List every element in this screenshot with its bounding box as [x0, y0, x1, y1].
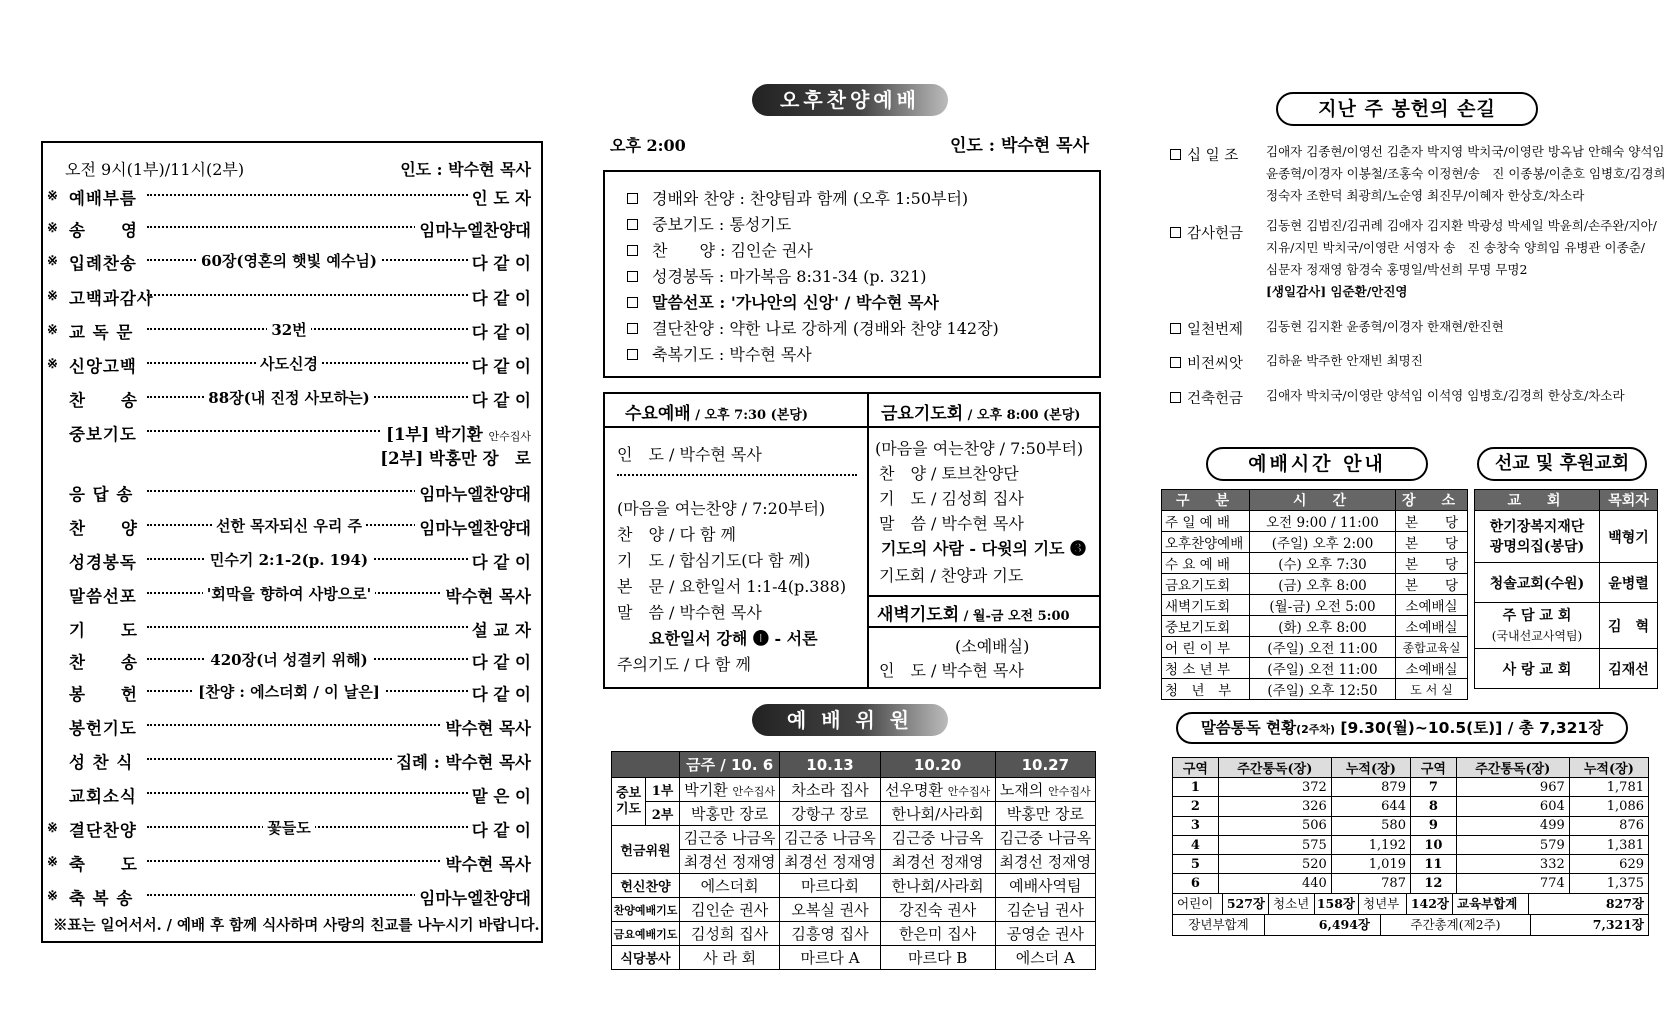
order-item-detail: 60장(영혼의 햇빛 예수님): [197, 252, 381, 270]
reading-cell: 774: [1456, 874, 1569, 893]
wednesday-line: 본 문 / 요한일서 1:1-4(p.388): [617, 577, 847, 596]
afternoon-leader: 인도 : 박수현 목사: [950, 136, 1089, 156]
reading-header: 주간통독(장): [1456, 758, 1569, 778]
mission-title: 선교 및 후원교회: [1477, 447, 1647, 481]
duty-label: 1부: [646, 778, 680, 802]
dept-label: 청년부: [1359, 894, 1407, 914]
offering-label: 일천번제: [1170, 318, 1243, 339]
schedule-cell: (주일) 오후 2:00: [1250, 532, 1396, 553]
schedule-row: [1162, 511, 1468, 532]
order-item-leader: 다 같 이: [468, 353, 531, 377]
mission-pastor: 김재선: [1600, 649, 1658, 689]
schedule-cell: 도 서 실: [1396, 679, 1468, 700]
schedule-cell: 소예배실: [1396, 616, 1468, 637]
worship-order-row: [47, 681, 531, 705]
stand-mark: ※: [47, 254, 58, 269]
afternoon-service-box: [603, 170, 1101, 378]
mission-church: 주 담 교 회 (국내선교사역팀): [1475, 603, 1600, 649]
schedule-row: [1162, 553, 1468, 574]
reading-cell: 326: [1218, 797, 1331, 816]
duty-header: 10.13: [780, 752, 880, 778]
order-item-leader: 다 같 이: [468, 817, 531, 841]
dept-value: 142장: [1407, 894, 1453, 914]
order-item-leader: 다 같 이: [468, 319, 531, 343]
reading-row: [1173, 797, 1649, 816]
reading-table: [1172, 757, 1649, 894]
reading-cell: 967: [1456, 778, 1569, 797]
schedule-cell: (월-금) 오전 5:00: [1250, 595, 1396, 616]
reading-cell: 579: [1456, 835, 1569, 854]
dept-label: 어린이: [1173, 894, 1223, 914]
order-item-name: 봉 헌: [69, 685, 138, 704]
offering-label: 십 일 조: [1170, 144, 1238, 165]
friday-line: 말 씀 / 박수현 목사: [879, 514, 1024, 533]
duty-cell: 최경선 정재영: [995, 850, 1095, 874]
morning-worship-box: [41, 141, 543, 943]
order-item-name: 찬 양: [69, 519, 138, 538]
worship-order-row: [47, 649, 531, 673]
duty-label: 식당봉사: [612, 946, 680, 970]
order-item-detail: 32번: [267, 321, 310, 339]
schedule-cell: 청 소 년 부: [1162, 658, 1250, 679]
mission-pastor: 백형기: [1600, 511, 1658, 563]
duty-cell: 최경선 정재영: [880, 850, 995, 874]
offering-label: 감사헌금: [1170, 222, 1243, 243]
schedule-header: 구 분: [1162, 490, 1250, 511]
reading-cell: 1,192: [1331, 835, 1410, 854]
schedule-cell: 금요기도회: [1162, 574, 1250, 595]
reading-cell: 575: [1218, 835, 1331, 854]
friday-line: 찬 양 / 토브찬양단: [879, 464, 1019, 483]
order-item-name: 교회소식: [69, 787, 137, 806]
mission-pastor: 윤병렬: [1600, 563, 1658, 603]
order-item-name: 축 복 송: [69, 889, 134, 908]
duty-header: 10.27: [995, 752, 1095, 778]
schedule-cell: (주일) 오전 11:00: [1250, 658, 1396, 679]
afternoon-item: 경배와 찬양 : 찬양팀과 함께 (오후 1:50부터): [627, 186, 968, 209]
schedule-cell: 오전 9:00 / 11:00: [1250, 511, 1396, 532]
order-item-name: 신앙고백: [69, 357, 137, 376]
order-item-name: 축 도: [69, 855, 138, 874]
stand-mark: ※: [47, 821, 58, 836]
offering-names: 김애자 김종현/이영선 김춘자 박지영 박치국/이영란 방옥남 안해숙 양석임 윤종혁/이경자 이봉철/조홍숙 이정현/송 진 이종봉/이춘호 임병호/김경희 정숙자 조한덕 최광희/노순영 최진무/이혜자 한상호/차소라: [1266, 144, 1666, 203]
worship-order-row: [47, 715, 531, 739]
reading-cell: 6: [1173, 874, 1219, 893]
worship-order-row: [47, 250, 531, 274]
worship-order-row: [47, 851, 531, 875]
reading-row: [1173, 874, 1649, 893]
worship-order-row: [47, 549, 531, 573]
dept-value: 827장: [1605, 896, 1644, 911]
schedule-cell: (금) 오후 8:00: [1250, 574, 1396, 595]
duty-cell: 사 라 회: [680, 946, 780, 970]
friday-title: 금요기도회 / 오후 8:00 (본당): [881, 404, 1081, 424]
wednesday-line: 인 도 / 박수현 목사: [617, 445, 762, 464]
order-item-leader: 박수현 목사: [442, 715, 531, 739]
reading-header: 누적(장): [1569, 758, 1648, 778]
schedule-title: 예배시간 안내: [1206, 447, 1428, 481]
reading-cell: 11: [1410, 855, 1456, 874]
duty-cell: 최경선 정재영: [680, 850, 780, 874]
mission-table: [1474, 489, 1658, 689]
offering-names: 김동현 김범진/김귀례 김애자 김지환 박광성 박세일 박윤희/손주완/지아/ 지유/지민 박치국/이영란 서영자 송 진 송창숙 양희임 유병관 이종춘/ 심문자 정재영 함경숙 홍명일/박선희 무명 무명2 [생일감사] 임준환/안진영: [1266, 218, 1657, 299]
reading-title: 말씀통독 현황(2주차) [9.30(월)~10.5(토)] / 총 7,321장: [1176, 712, 1628, 744]
stand-mark: ※: [47, 357, 58, 372]
reading-row: [1173, 835, 1649, 854]
order-item-leader: 집례 : 박수현 목사: [392, 749, 531, 773]
schedule-cell: 종합교육실: [1396, 637, 1468, 658]
order-item-detail: 사도신경: [256, 355, 322, 373]
order-item-name: 성 찬 식: [69, 753, 134, 772]
duty-label: 헌금위원: [612, 826, 680, 874]
reading-cell: 506: [1218, 816, 1331, 835]
wednesday-line: (마음을 여는찬양 / 7:20부터): [617, 499, 826, 518]
order-item-detail: 420장(너 성결키 위해): [206, 651, 371, 669]
reading-cell: 1,781: [1569, 778, 1648, 797]
duty-cell: 강항구 장로: [780, 802, 880, 826]
order-item-detail: 민수기 2:1-2(p. 194): [206, 551, 372, 569]
dawn-line: 인 도 / 박수현 목사: [879, 661, 1024, 680]
duty-label: 찬양예배기도: [612, 898, 680, 922]
mission-header: 교 회: [1475, 490, 1600, 511]
reading-cell: 1,375: [1569, 874, 1648, 893]
schedule-cell: 본 당: [1396, 553, 1468, 574]
schedule-cell: 오후찬양예배: [1162, 532, 1250, 553]
order-item-name: 봉헌기도: [69, 719, 137, 738]
schedule-cell: 어 린 이 부: [1162, 637, 1250, 658]
duty-label: 금요예배기도: [612, 922, 680, 946]
order-item-leader: 설 교 자: [468, 617, 531, 641]
duty-cell: 한나회/사라회: [880, 874, 995, 898]
reading-cell: 5: [1173, 855, 1219, 874]
schedule-cell: (주일) 오전 11:00: [1250, 637, 1396, 658]
duty-label: 2부: [646, 802, 680, 826]
reading-header: 누적(장): [1331, 758, 1410, 778]
schedule-row: [1162, 637, 1468, 658]
wednesday-title: 수요예배 / 오후 7:30 (본당): [625, 404, 809, 424]
order-item-name: 교 독 문: [69, 323, 134, 342]
stand-mark: ※: [47, 889, 58, 904]
schedule-cell: 청 년 부: [1162, 679, 1250, 700]
reading-cell: 499: [1456, 816, 1569, 835]
order-item-leader: 임마누엘찬양대: [415, 481, 531, 505]
duty-cell: 강진숙 권사: [880, 898, 995, 922]
mission-church: 사 랑 교 회: [1475, 649, 1600, 689]
order-item-detail: [찬양 : 에스더회 / 이 날은]: [194, 683, 384, 701]
worship-order-row: [47, 885, 531, 909]
order-item-leader: 인 도 자: [468, 185, 531, 209]
order-item-name: 고백과감사: [69, 289, 154, 308]
reading-cell: 8: [1410, 797, 1456, 816]
reading-cell: 3: [1173, 816, 1219, 835]
duty-header: [612, 752, 680, 778]
reading-cell: 1,086: [1569, 797, 1648, 816]
duty-cell: 한나회/사라회: [880, 802, 995, 826]
morning-leader: 인도 : 박수현 목사: [400, 160, 531, 179]
order-item-leader: 임마누엘찬양대: [415, 885, 531, 909]
schedule-cell: (수) 오후 7:30: [1250, 553, 1396, 574]
afternoon-banner: 오후찬양예배: [752, 84, 948, 116]
total-label: 장년부합계: [1173, 915, 1265, 935]
afternoon-item: 성경봉독 : 마가복음 8:31-34 (p. 321): [627, 264, 927, 287]
order-item-detail: 꽃들도: [263, 819, 314, 837]
schedule-cell: 소예배실: [1396, 595, 1468, 616]
dept-label: 청소년: [1269, 894, 1315, 914]
offering-names: 김동현 김지환 윤종혁/이경자 한재현/한진현: [1266, 319, 1504, 334]
duty-cell: 한은미 집사: [880, 922, 995, 946]
reading-row: [1173, 855, 1649, 874]
duty-cell: 선우명환 안수집사: [880, 778, 995, 802]
reading-cell: 876: [1569, 816, 1648, 835]
order-item-leader: 다 같 이: [468, 649, 531, 673]
duty-cell: 김근중 나금옥: [680, 826, 780, 850]
reading-cell: 879: [1331, 778, 1410, 797]
worship-order-row: [47, 617, 531, 641]
reading-header: 주간통독(장): [1218, 758, 1331, 778]
total-value: 7,321장: [1592, 917, 1644, 932]
total-label: 주간총계(제2주): [1381, 915, 1531, 935]
schedule-row: [1162, 658, 1468, 679]
duty-cell: 김근중 나금옥: [780, 826, 880, 850]
morning-time: 오전 9시(1부)/11시(2부): [65, 160, 245, 179]
worship-order-row: [47, 387, 531, 411]
order-item-name: 찬 송: [69, 391, 138, 410]
reading-cell: 9: [1410, 816, 1456, 835]
duty-cell: 마르다 B: [880, 946, 995, 970]
dept-label: 교육부합계: [1453, 894, 1529, 914]
order-item-leader: 다 같 이: [468, 250, 531, 274]
schedule-row: [1162, 679, 1468, 700]
order-item-leader: 임마누엘찬양대: [415, 217, 531, 241]
order-item-name: 찬 송: [69, 653, 138, 672]
duty-cell: 김순님 권사: [995, 898, 1095, 922]
stand-mark: ※: [47, 189, 58, 204]
duty-cell: 마르다 A: [780, 946, 880, 970]
wednesday-line: 주의기도 / 다 함 께: [617, 655, 751, 674]
schedule-header: 장 소: [1396, 490, 1468, 511]
wednesday-line: 요한일서 강해 ❶ - 서론: [649, 629, 818, 648]
reading-row: [1173, 816, 1649, 835]
duty-cell: 최경선 정재영: [780, 850, 880, 874]
dept-value: 158장: [1315, 894, 1359, 914]
schedule-row: [1162, 574, 1468, 595]
reading-header: 구역: [1410, 758, 1456, 778]
duty-cell: 공영순 권사: [995, 922, 1095, 946]
duty-header: 10.20: [880, 752, 995, 778]
order-item-leader: 박수현 목사: [442, 583, 531, 607]
order-item-name: 예배부름: [69, 189, 137, 208]
mission-pastor: 김 혁: [1600, 603, 1658, 649]
reading-cell: 629: [1569, 855, 1648, 874]
offering-label: 비전씨앗: [1170, 352, 1243, 373]
order-item-name: 송 영: [69, 221, 138, 240]
schedule-row: [1162, 532, 1468, 553]
stand-mark: ※: [47, 855, 58, 870]
worship-order-row: [47, 353, 531, 377]
schedule-header: 시 간: [1250, 490, 1396, 511]
reading-summary: [1172, 894, 1649, 936]
worship-order-row: [47, 583, 531, 607]
stand-mark: ※: [47, 221, 58, 236]
mission-header: 목회자: [1600, 490, 1658, 511]
wednesday-line: 말 씀 / 박수현 목사: [617, 603, 762, 622]
mission-church: 청솔교회(수원): [1475, 563, 1600, 603]
order-item-leader: 맡 은 이: [468, 783, 531, 807]
schedule-cell: 소예배실: [1396, 658, 1468, 679]
duty-cell: 오복실 권사: [780, 898, 880, 922]
duty-cell: 김근중 나금옥: [880, 826, 995, 850]
reading-cell: 644: [1331, 797, 1410, 816]
order-item-name: 결단찬양: [69, 821, 137, 840]
worship-order-row: [47, 217, 531, 241]
worship-order-row: [47, 749, 531, 773]
order-item-leader: 박수현 목사: [442, 851, 531, 875]
duty-cell: 박기환 안수집사: [680, 778, 780, 802]
reading-cell: 520: [1218, 855, 1331, 874]
afternoon-item: 축복기도 : 박수현 목사: [627, 342, 812, 365]
afternoon-item: 말씀선포 : '가나안의 신앙' / 박수현 목사: [627, 290, 939, 313]
afternoon-item: 찬 양 : 김인순 권사: [627, 238, 813, 261]
schedule-cell: (주일) 오후 12:50: [1250, 679, 1396, 700]
order-item-detail: 선한 목자되신 우리 주: [212, 517, 366, 535]
order-item-detail: '회막을 향하여 사방으로': [203, 585, 376, 603]
schedule-cell: 본 당: [1396, 511, 1468, 532]
reading-cell: 1,019: [1331, 855, 1410, 874]
schedule-cell: 수 요 예 배: [1162, 553, 1250, 574]
dawn-line: (소예배실): [955, 637, 1030, 656]
afternoon-item: 결단찬양 : 약한 나로 강하게 (경배와 찬양 142장): [627, 316, 999, 339]
duty-cell: 박홍만 장로: [995, 802, 1095, 826]
reading-cell: 332: [1456, 855, 1569, 874]
order-item-name: 기 도: [69, 621, 138, 640]
reading-cell: 372: [1218, 778, 1331, 797]
reading-cell: 7: [1410, 778, 1456, 797]
afternoon-time: 오후 2:00: [610, 136, 686, 155]
duty-roster-table: [611, 751, 1096, 970]
schedule-cell: 주 일 예 배: [1162, 511, 1250, 532]
worship-order-row: [47, 481, 531, 505]
order-item-name: 입례찬송: [69, 254, 137, 273]
duty-cell: 차소라 집사: [780, 778, 880, 802]
duty-banner: 예 배 위 원: [752, 704, 948, 736]
duty-cell: 김성희 집사: [680, 922, 780, 946]
reading-cell: 1: [1173, 778, 1219, 797]
order-item-leader: 다 같 이: [468, 285, 531, 309]
mission-church: 한기장복지재단 광명의집(봉담): [1475, 511, 1600, 563]
order-item-detail: 88장(내 진정 사모하는): [204, 389, 373, 407]
schedule-cell: 새벽기도회: [1162, 595, 1250, 616]
duty-cell: 박홍만 장로: [680, 802, 780, 826]
order-item-leader: [2부] 박홍만 장 로: [376, 445, 531, 469]
reading-cell: 12: [1410, 874, 1456, 893]
duty-cell: 마르다회: [780, 874, 880, 898]
reading-cell: 787: [1331, 874, 1410, 893]
offering-label: 건축헌금: [1170, 387, 1243, 408]
worship-order-row: [47, 319, 531, 343]
schedule-cell: 본 당: [1396, 532, 1468, 553]
duty-cell: 예배사역팀: [995, 874, 1095, 898]
worship-order-row: [47, 515, 531, 539]
worship-order-row: [47, 285, 531, 309]
wednesday-line: 기 도 / 합심기도(다 함 께): [617, 551, 811, 570]
schedule-row: [1162, 595, 1468, 616]
stand-mark: ※: [47, 289, 58, 304]
order-item-name: 성경봉독: [69, 553, 137, 572]
duty-cell: 노재의 안수집사: [995, 778, 1095, 802]
worship-order-row: [47, 783, 531, 807]
offering-names: 김애자 박치국/이영란 양석임 이석영 임병호/김경희 한상호/차소라: [1266, 388, 1625, 403]
duty-cell: 김인순 권사: [680, 898, 780, 922]
reading-cell: 10: [1410, 835, 1456, 854]
stand-mark: ※: [47, 323, 58, 338]
wednesday-line: 찬 양 / 다 함 께: [617, 525, 737, 544]
reading-cell: 580: [1331, 816, 1410, 835]
worship-order-row: [47, 445, 531, 469]
dawn-title: 새벽기도회 / 월-금 오전 5:00: [877, 605, 1070, 625]
friday-line: 기도의 사람 - 다윗의 기도 ❸: [881, 539, 1087, 558]
friday-line: (마음을 여는찬양 / 7:50부터): [875, 439, 1084, 458]
order-item-leader: 다 같 이: [468, 549, 531, 573]
total-value: 6,494장: [1265, 915, 1381, 935]
weekday-services-box: [603, 392, 1101, 689]
duty-cell: 에스더회: [680, 874, 780, 898]
duty-cell: 에스더 A: [995, 946, 1095, 970]
schedule-row: [1162, 616, 1468, 637]
friday-line: 기 도 / 김성희 집사: [879, 489, 1024, 508]
reading-cell: 2: [1173, 797, 1219, 816]
reading-cell: 4: [1173, 835, 1219, 854]
order-item-name: 응 답 송: [69, 485, 134, 504]
order-item-name: 말씀선포: [69, 587, 137, 606]
order-item-leader: 임마누엘찬양대: [415, 515, 531, 539]
worship-order-row: [47, 817, 531, 841]
reading-cell: 440: [1218, 874, 1331, 893]
schedule-cell: (화) 오후 8:00: [1250, 616, 1396, 637]
order-item-name: 중보기도: [69, 425, 137, 444]
offering-hands-title: 지난 주 봉헌의 손길: [1276, 92, 1538, 126]
reading-cell: 1,381: [1569, 835, 1648, 854]
dept-value: 527장: [1223, 894, 1269, 914]
order-item-leader: [1부] 박기환 안수집사: [382, 421, 531, 445]
reading-cell: 604: [1456, 797, 1569, 816]
worship-order-row: [47, 185, 531, 209]
afternoon-item: 중보기도 : 통성기도: [627, 212, 791, 235]
morning-footer-note: ※표는 일어서서. / 예배 후 함께 식사하며 사랑의 친교를 나누시기 바랍니다.: [53, 917, 540, 934]
duty-cell: 김근중 나금옥: [995, 826, 1095, 850]
order-item-leader: 다 같 이: [468, 681, 531, 705]
reading-row: [1173, 778, 1649, 797]
schedule-cell: 본 당: [1396, 574, 1468, 595]
duty-header: 금주 / 10. 6: [680, 752, 780, 778]
offering-names: 김하윤 박주한 안재빈 최명진: [1266, 353, 1423, 368]
friday-line: 기도회 / 찬양과 기도: [879, 566, 1024, 585]
schedule-cell: 중보기도회: [1162, 616, 1250, 637]
duty-cell: 김흥영 집사: [780, 922, 880, 946]
schedule-table: [1161, 489, 1468, 700]
duty-label: 헌신찬양: [612, 874, 680, 898]
duty-label: 중보기도: [612, 778, 646, 826]
reading-header: 구역: [1173, 758, 1219, 778]
worship-order-row: [47, 421, 531, 445]
order-item-leader: 다 같 이: [468, 387, 531, 411]
